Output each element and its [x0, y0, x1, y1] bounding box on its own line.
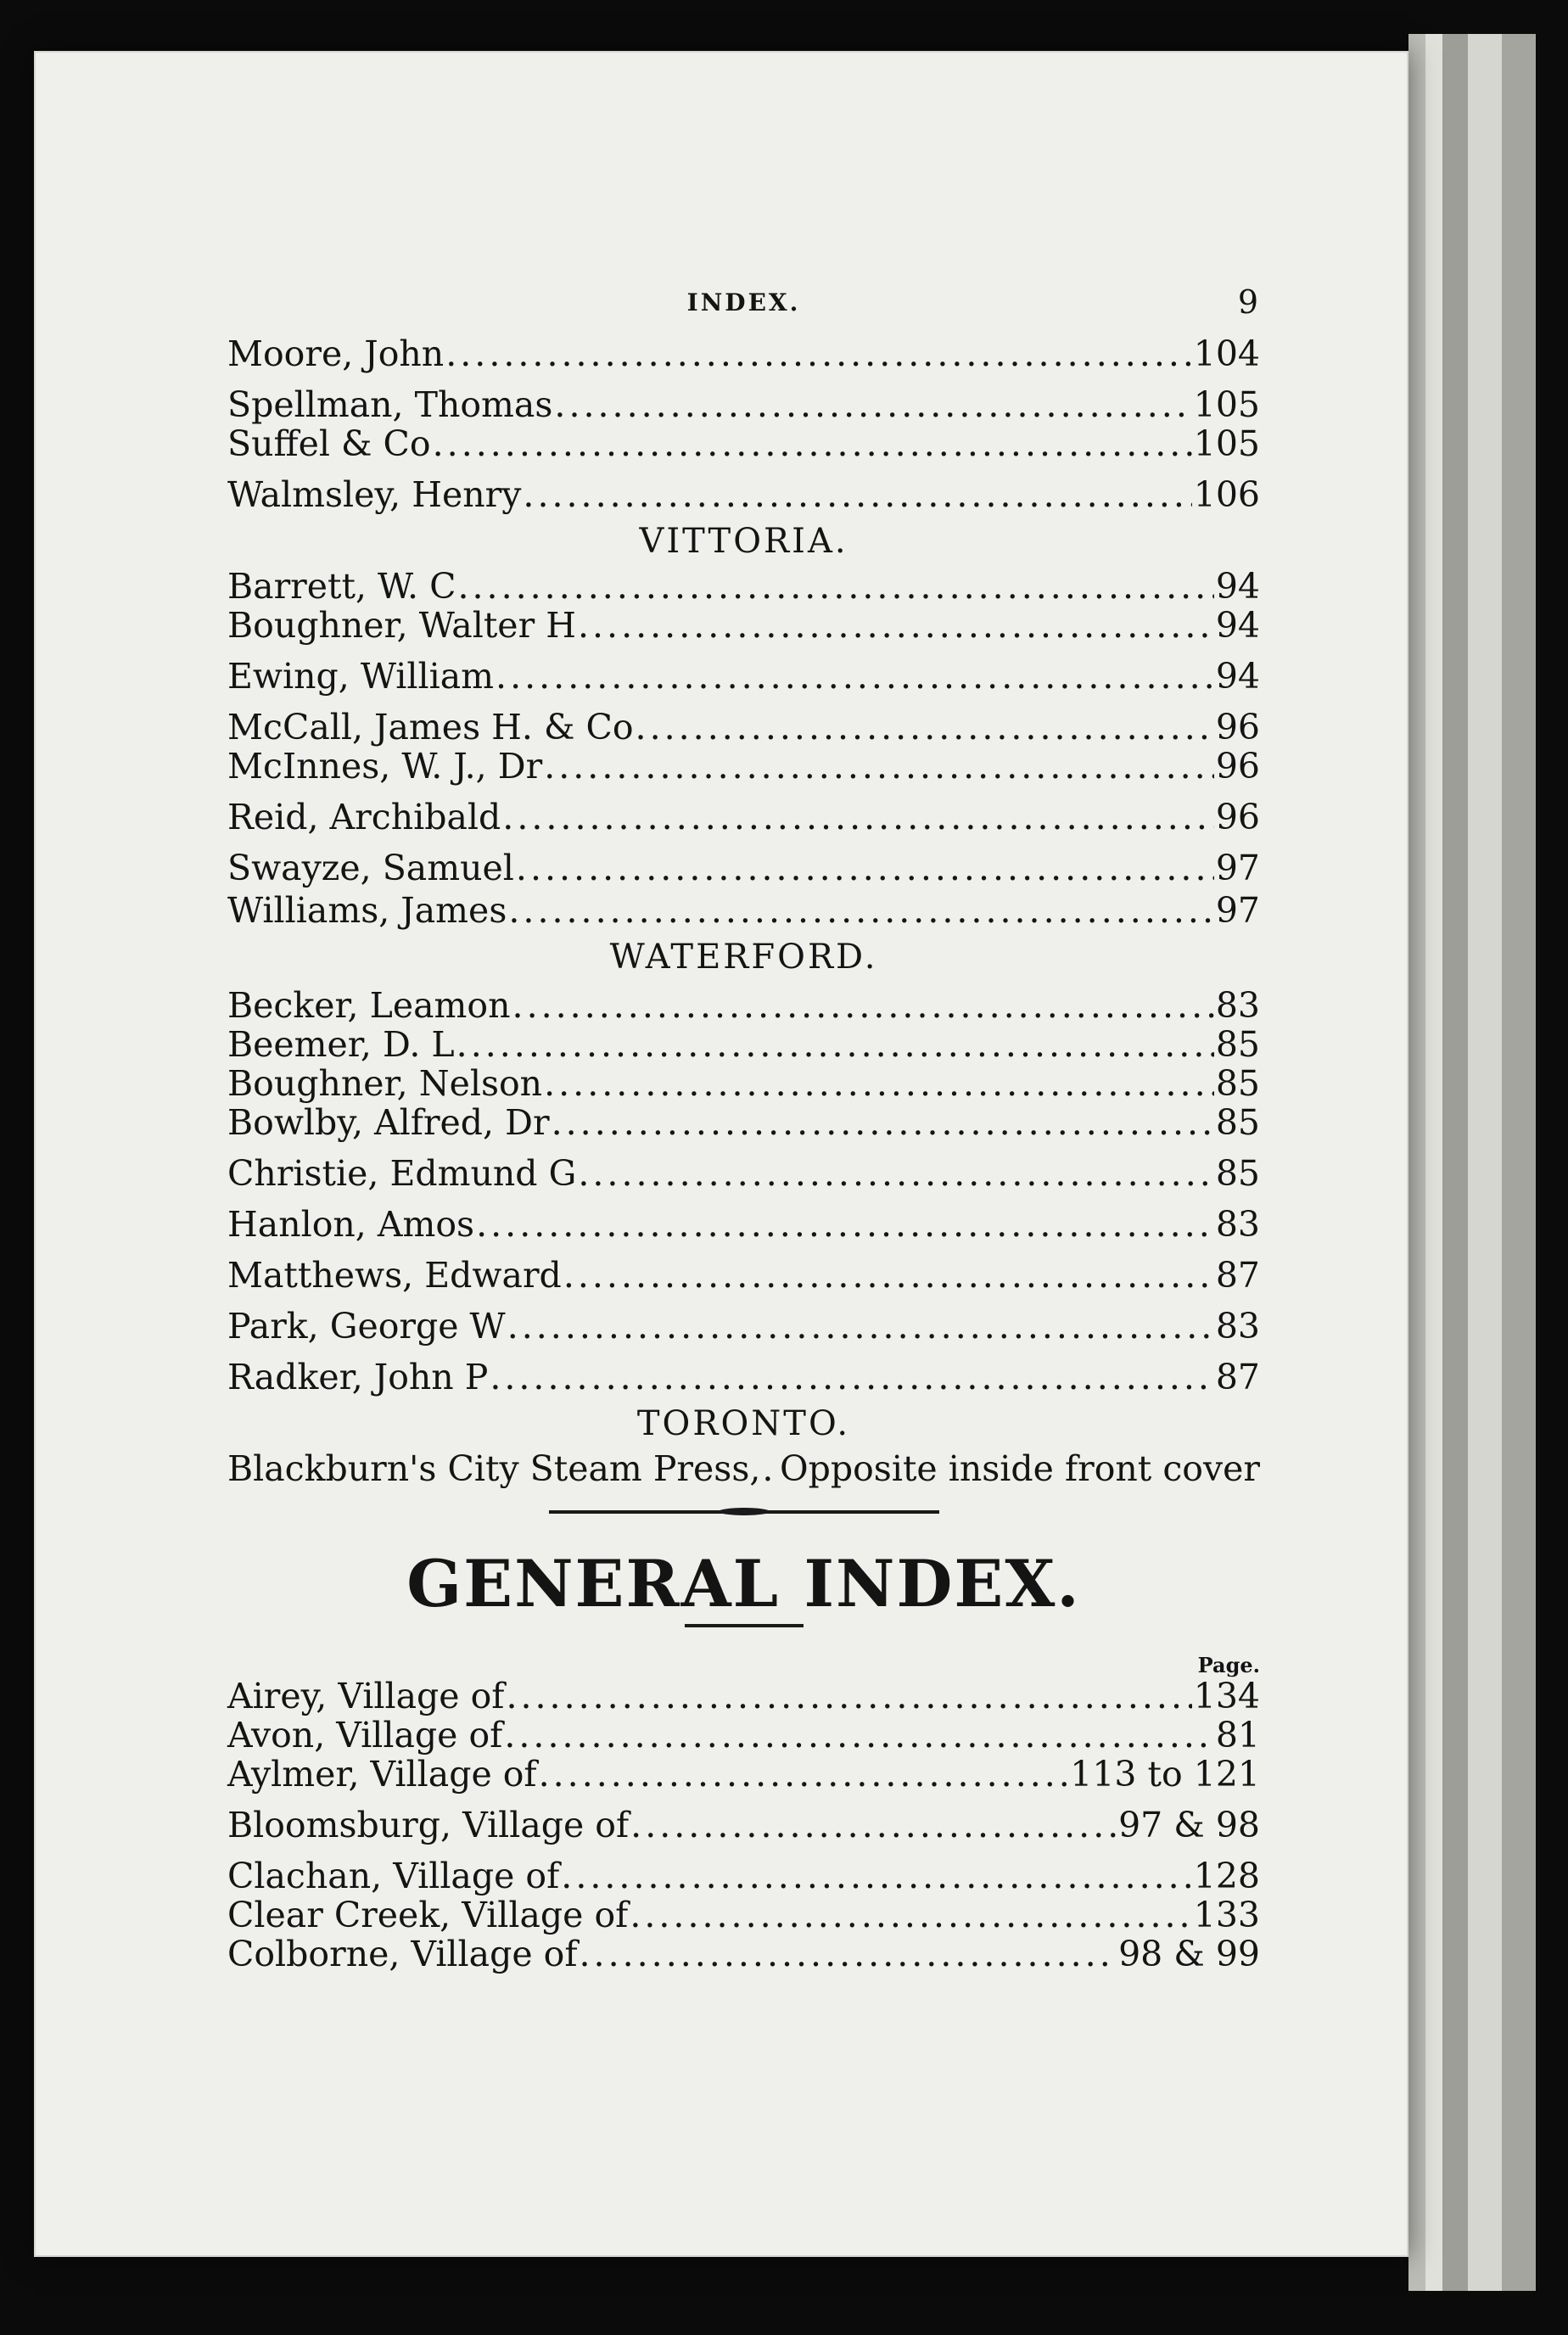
section-heading-waterford: WATERFORD. [609, 938, 878, 977]
page-column-label: Page. [1197, 1653, 1260, 1677]
entry-name: Spellman, Thomas [227, 384, 553, 425]
entry-page: 83 [1215, 1204, 1260, 1245]
index-entry [227, 1205, 1260, 1244]
entry-page: 83 [1215, 1306, 1260, 1347]
leader-dots [508, 891, 1213, 930]
leader-dots [578, 1154, 1213, 1193]
entry-name: McCall, James H. & Co [227, 707, 634, 748]
index-entry [227, 1755, 1260, 1794]
index-entry [227, 1064, 1260, 1103]
leader-dots [563, 1256, 1214, 1295]
entry-page: 94 [1215, 605, 1260, 646]
page-edge [1442, 34, 1468, 2291]
entry-name: Bowlby, Alfred, Dr [227, 1102, 550, 1143]
leader-dots [552, 1103, 1214, 1142]
leader-dots [523, 475, 1191, 514]
entry-name: Christie, Edmund G [227, 1153, 577, 1194]
index-entry [227, 708, 1260, 747]
entry-name: Moore, John [227, 333, 445, 374]
index-entry [227, 1935, 1260, 1974]
index-entry [227, 747, 1260, 786]
entry-page: 94 [1215, 566, 1260, 607]
section-heading-vittoria: VITTORIA. [639, 522, 848, 561]
entry-page: 85 [1215, 1102, 1260, 1143]
index-entry [227, 1103, 1260, 1142]
entry-name: Walmsley, Henry [227, 474, 522, 515]
title-underline [685, 1624, 804, 1627]
index-entry [227, 1358, 1260, 1397]
index-entry [227, 891, 1260, 930]
leader-dots [544, 1064, 1214, 1103]
entry-page: Opposite inside front cover [780, 1448, 1260, 1489]
leader-dots [636, 708, 1214, 747]
entry-page: 97 & 98 [1118, 1805, 1260, 1845]
index-entry [227, 657, 1260, 696]
index-entry [227, 1307, 1260, 1346]
leader-dots [561, 1856, 1191, 1895]
entry-page: 81 [1215, 1715, 1260, 1755]
leader-dots [507, 1307, 1214, 1346]
leader-dots [539, 1755, 1069, 1794]
running-head [227, 263, 1260, 331]
entry-page: 106 [1193, 474, 1260, 515]
leader-dots [502, 798, 1214, 837]
entry-name: Boughner, Nelson [227, 1063, 543, 1104]
entry-page: 85 [1215, 1063, 1260, 1104]
entry-name: Clear Creek, Village of [227, 1895, 629, 1935]
leader-dots [630, 1806, 1117, 1845]
entry-name: McInnes, W. J., Dr [227, 746, 543, 787]
leader-dots [504, 1716, 1213, 1755]
index-entry [227, 1154, 1260, 1193]
entry-page: 97 [1215, 890, 1260, 931]
entry-page: 104 [1193, 333, 1260, 374]
entry-page: 83 [1215, 985, 1260, 1026]
leader-dots [506, 1677, 1191, 1716]
running-head-title: INDEX. [686, 288, 801, 316]
index-entry [227, 986, 1260, 1025]
page-edge [1408, 34, 1425, 2291]
entry-name: Airey, Village of [227, 1676, 505, 1716]
leader-dots [496, 657, 1214, 696]
leader-dots [544, 747, 1214, 786]
index-entry [227, 1449, 1260, 1488]
index-entry [227, 1256, 1260, 1295]
entry-name: Suffel & Co [227, 423, 431, 464]
index-entry [227, 385, 1260, 424]
entry-name: Clachan, Village of [227, 1856, 560, 1896]
entry-page: 85 [1215, 1153, 1260, 1194]
entry-page: 113 to 121 [1070, 1754, 1260, 1795]
entry-page: 96 [1215, 707, 1260, 748]
page-edge [1425, 34, 1442, 2291]
entry-page: 87 [1215, 1255, 1260, 1296]
page-edge [1468, 34, 1502, 2291]
index-entry [227, 475, 1260, 514]
index-entry [227, 1677, 1260, 1716]
page-edge [1502, 34, 1536, 2291]
index-entry [227, 606, 1260, 645]
entry-name: Ewing, William [227, 656, 495, 697]
leader-dots [476, 1205, 1214, 1244]
index-entry [227, 1856, 1260, 1895]
entry-name: Reid, Archibald [227, 797, 501, 837]
index-entry [227, 1806, 1260, 1845]
leader-dots [630, 1895, 1191, 1935]
entry-name: Becker, Leamon [227, 985, 511, 1026]
book-page [34, 51, 1408, 2257]
entry-page: 105 [1193, 384, 1260, 425]
general-index-title: GENERAL INDEX. [406, 1546, 1081, 1621]
entry-page: 97 [1215, 848, 1260, 888]
entry-name: Park, George W [227, 1306, 506, 1347]
entry-page: 94 [1215, 656, 1260, 697]
entry-page: 87 [1215, 1357, 1260, 1397]
index-entry [227, 1895, 1260, 1935]
leader-dots [456, 1025, 1214, 1064]
entry-name: Blackburn's City Steam Press, [227, 1448, 761, 1489]
leader-dots [578, 606, 1214, 645]
entry-name: Avon, Village of [227, 1715, 503, 1755]
entry-name: Colborne, Village of [227, 1934, 578, 1974]
leader-dots [762, 1449, 778, 1488]
leader-dots [445, 334, 1192, 373]
index-entry [227, 424, 1260, 463]
index-entry [227, 848, 1260, 888]
entry-page: 96 [1215, 746, 1260, 787]
index-entry [227, 1025, 1260, 1064]
entry-name: Aylmer, Village of [227, 1754, 537, 1795]
entry-name: Bloomsburg, Village of [227, 1805, 630, 1845]
index-entry [227, 1716, 1260, 1755]
entry-page: 96 [1215, 797, 1260, 837]
entry-name: Williams, James [227, 890, 507, 931]
entry-name: Swayze, Samuel [227, 848, 514, 888]
entry-name: Radker, John P [227, 1357, 489, 1397]
leader-dots [554, 385, 1191, 424]
ornamental-rule [549, 1510, 939, 1514]
leader-dots [580, 1935, 1117, 1974]
index-entry [227, 567, 1260, 606]
index-content [227, 263, 1260, 1974]
entry-page: 134 [1193, 1676, 1260, 1716]
entry-name: Matthews, Edward [227, 1255, 562, 1296]
leader-dots [457, 567, 1213, 606]
entry-page: 133 [1193, 1895, 1260, 1935]
index-entry [227, 334, 1260, 373]
page-number: 9 [1237, 283, 1258, 321]
leader-dots [433, 424, 1192, 463]
entry-name: Hanlon, Amos [227, 1204, 475, 1245]
leader-dots [490, 1358, 1214, 1397]
entry-name: Boughner, Walter H [227, 605, 576, 646]
leader-dots [512, 986, 1214, 1025]
index-entry [227, 798, 1260, 837]
entry-page: 105 [1193, 423, 1260, 464]
entry-page: 85 [1215, 1024, 1260, 1065]
entry-name: Beemer, D. L [227, 1024, 455, 1065]
section-heading-toronto: TORONTO. [636, 1404, 851, 1443]
leader-dots [516, 848, 1214, 888]
entry-page: 98 & 99 [1118, 1934, 1260, 1974]
entry-name: Barrett, W. C [227, 566, 456, 607]
entry-page: 128 [1193, 1856, 1260, 1896]
